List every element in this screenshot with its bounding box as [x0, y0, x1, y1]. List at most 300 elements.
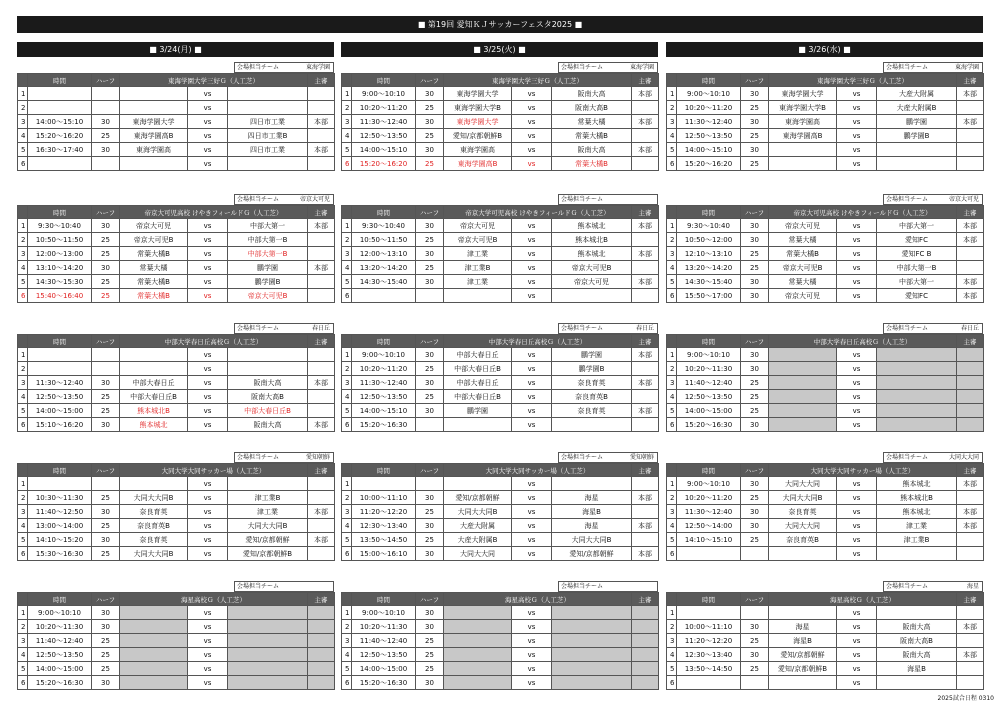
match-row [342, 261, 659, 275]
vs-label: vs [188, 547, 228, 561]
match-row [342, 404, 659, 418]
team-a [120, 157, 188, 171]
schedule-table [17, 592, 335, 690]
match-row [667, 362, 984, 376]
match-time: 11:40～12:40 [677, 376, 741, 390]
match-half: 25 [92, 129, 120, 143]
match-half: 25 [741, 247, 769, 261]
match-row [667, 533, 984, 547]
match-row [18, 634, 335, 648]
match-no: 4 [667, 519, 677, 533]
team-b [228, 348, 308, 362]
match-no: 6 [667, 676, 677, 690]
team-a: 海星 [769, 620, 837, 634]
match-time: 13:20～14:20 [352, 261, 416, 275]
team-a: 奈良育英 [120, 505, 188, 519]
team-a: 帝京大可児B [444, 233, 512, 247]
match-ref: 本部 [632, 519, 659, 533]
header-row [18, 206, 335, 219]
match-no: 4 [342, 261, 352, 275]
team-b: 常葉大橘 [552, 115, 632, 129]
match-ref: 本部 [632, 348, 659, 362]
match-row [667, 143, 984, 157]
match-row [342, 275, 659, 289]
match-ref: 本部 [957, 289, 984, 303]
match-time: 14:00～15:00 [28, 662, 92, 676]
vs-label: vs [837, 404, 877, 418]
match-half: 30 [741, 143, 769, 157]
vs-label: vs [512, 648, 552, 662]
header-ref: 主審 [308, 464, 335, 477]
venue-name: 中部大学春日丘高校Ｇ（人工芝） [769, 335, 957, 348]
match-no: 1 [342, 219, 352, 233]
schedule-table [341, 463, 659, 561]
vs-label: vs [188, 404, 228, 418]
match-row [667, 376, 984, 390]
match-ref [957, 247, 984, 261]
vs-label: vs [837, 634, 877, 648]
match-empty [552, 648, 632, 662]
team-b: 中部大第一 [228, 219, 308, 233]
match-ref: 本部 [632, 115, 659, 129]
match-time: 11:30～12:40 [677, 505, 741, 519]
match-time: 10:30～11:30 [28, 491, 92, 505]
team-b: 愛知/京都朝鮮 [552, 547, 632, 561]
header-no [18, 74, 28, 87]
team-b: 阪南大高B [228, 390, 308, 404]
header-no [667, 464, 677, 477]
team-b: 熊本城北 [877, 477, 957, 491]
header-row [18, 464, 335, 477]
vs-label: vs [837, 533, 877, 547]
match-ref [308, 676, 335, 690]
match-ref: 本部 [957, 519, 984, 533]
match-no: 3 [18, 115, 28, 129]
match-time: 14:00～15:00 [28, 404, 92, 418]
header-half: ハーフ [416, 464, 444, 477]
assign-team-box [234, 581, 334, 592]
match-no: 5 [667, 143, 677, 157]
vs-label: vs [512, 143, 552, 157]
vs-label: vs [512, 533, 552, 547]
team-a: 鵬学園 [444, 404, 512, 418]
match-empty [120, 634, 188, 648]
match-row [342, 533, 659, 547]
venue-name: 中部大学春日丘高校Ｇ（人工芝） [120, 335, 308, 348]
vs-label: vs [837, 620, 877, 634]
assign-label: 会場担当チーム [237, 196, 280, 203]
match-half: 30 [416, 348, 444, 362]
match-empty [228, 620, 308, 634]
match-no: 4 [667, 648, 677, 662]
match-half: 25 [741, 634, 769, 648]
match-half [741, 606, 769, 620]
match-time: 12:50～13:50 [352, 129, 416, 143]
match-empty [769, 404, 837, 418]
header-time: 時間 [352, 206, 416, 219]
header-row [667, 206, 984, 219]
match-ref: 本部 [957, 620, 984, 634]
match-no: 5 [342, 404, 352, 418]
match-no: 1 [18, 606, 28, 620]
match-row [342, 233, 659, 247]
match-no: 3 [342, 505, 352, 519]
match-no: 2 [342, 362, 352, 376]
vs-label: vs [188, 87, 228, 101]
match-time: 14:00～15:00 [352, 662, 416, 676]
match-ref [632, 505, 659, 519]
team-b [877, 606, 957, 620]
match-ref: 本部 [308, 418, 335, 432]
match-ref: 本部 [308, 376, 335, 390]
match-time: 14:30～15:30 [28, 275, 92, 289]
match-half: 30 [416, 606, 444, 620]
match-half: 30 [92, 143, 120, 157]
match-ref [308, 634, 335, 648]
match-half: 25 [416, 261, 444, 275]
team-b [877, 157, 957, 171]
team-b: 阪南大高 [877, 648, 957, 662]
match-ref: 本部 [957, 115, 984, 129]
vs-label: vs [512, 404, 552, 418]
match-row [667, 477, 984, 491]
match-half [416, 418, 444, 432]
match-time: 10:20～11:20 [352, 101, 416, 115]
header-row [342, 335, 659, 348]
assign-team-box [234, 194, 334, 205]
match-row [18, 129, 335, 143]
match-no: 6 [18, 676, 28, 690]
match-half: 25 [92, 247, 120, 261]
match-time: 11:40～12:40 [28, 634, 92, 648]
match-half: 30 [741, 477, 769, 491]
team-a [444, 289, 512, 303]
team-a: 中部大春日丘 [444, 376, 512, 390]
match-ref: 本部 [308, 533, 335, 547]
match-row [667, 606, 984, 620]
match-no: 6 [342, 547, 352, 561]
team-b: 阪南大高 [552, 143, 632, 157]
match-row [667, 219, 984, 233]
match-row [18, 648, 335, 662]
match-empty [444, 634, 512, 648]
team-b [552, 477, 632, 491]
match-row [342, 348, 659, 362]
header-ref: 主審 [632, 335, 659, 348]
match-row [18, 289, 335, 303]
header-time: 時間 [352, 593, 416, 606]
match-ref [632, 362, 659, 376]
team-a: 大同大大同 [444, 547, 512, 561]
team-b: 四日市工業 [228, 115, 308, 129]
vs-label: vs [512, 491, 552, 505]
vs-label: vs [837, 676, 877, 690]
header-ref: 主審 [308, 206, 335, 219]
team-b: 阪南大高B [877, 634, 957, 648]
match-time: 15:30～16:30 [28, 547, 92, 561]
vs-label: vs [512, 620, 552, 634]
match-half: 30 [741, 648, 769, 662]
team-a: 愛知/京都朝鮮B [769, 662, 837, 676]
team-a: 東海学園大学 [120, 115, 188, 129]
match-no: 1 [667, 348, 677, 362]
match-row [667, 505, 984, 519]
day-column [17, 42, 334, 687]
team-a: 愛知/京都朝鮮 [444, 491, 512, 505]
header-no [342, 335, 352, 348]
match-half: 25 [741, 662, 769, 676]
match-half: 30 [92, 115, 120, 129]
match-row [342, 115, 659, 129]
team-a: 常葉大橘B [769, 247, 837, 261]
vs-label: vs [188, 348, 228, 362]
assign-team: 帝京大可児 [948, 196, 979, 203]
team-b [877, 676, 957, 690]
match-empty [552, 676, 632, 690]
header-row [342, 464, 659, 477]
team-a: 大同大大同B [120, 547, 188, 561]
team-b: 中部大第一B [228, 233, 308, 247]
venue-name: 中部大学春日丘高校Ｇ（人工芝） [444, 335, 632, 348]
match-time: 10:20～11:20 [677, 101, 741, 115]
match-ref [308, 129, 335, 143]
match-empty [552, 662, 632, 676]
match-time: 14:00～15:10 [28, 115, 92, 129]
match-time [28, 348, 92, 362]
schedule-table [341, 205, 659, 303]
match-half: 30 [92, 219, 120, 233]
team-a: 常葉大橘B [120, 247, 188, 261]
match-ref [308, 275, 335, 289]
match-half [92, 477, 120, 491]
vs-label: vs [837, 348, 877, 362]
match-no: 1 [342, 477, 352, 491]
match-half: 25 [416, 157, 444, 171]
match-no: 6 [667, 418, 677, 432]
header-half: ハーフ [416, 206, 444, 219]
vs-label: vs [188, 648, 228, 662]
team-b: 帝京大可児 [552, 275, 632, 289]
match-no: 1 [342, 87, 352, 101]
vs-label: vs [837, 662, 877, 676]
team-a: 帝京大可児 [769, 219, 837, 233]
match-no: 6 [667, 157, 677, 171]
match-no: 3 [667, 505, 677, 519]
match-row [667, 418, 984, 432]
schedule-table [17, 73, 335, 171]
match-empty [444, 676, 512, 690]
vs-label: vs [512, 547, 552, 561]
team-a: 東海学園高B [444, 157, 512, 171]
match-row [667, 348, 984, 362]
match-ref [308, 101, 335, 115]
assign-team: 春日丘 [311, 325, 330, 332]
match-empty [552, 620, 632, 634]
match-time: 10:20～11:30 [677, 362, 741, 376]
match-row [342, 547, 659, 561]
team-b: 海星B [877, 662, 957, 676]
venue-name: 帝京大可児高校 けやきフィールドＧ（人工芝） [769, 206, 957, 219]
match-row [667, 289, 984, 303]
match-empty [120, 662, 188, 676]
match-ref [957, 143, 984, 157]
team-a: 東海学園高 [120, 143, 188, 157]
match-no: 5 [667, 404, 677, 418]
match-no: 5 [18, 404, 28, 418]
match-row [667, 233, 984, 247]
match-row [667, 115, 984, 129]
team-b: 中部大第一B [877, 261, 957, 275]
match-half: 30 [416, 247, 444, 261]
team-a: 津工業 [444, 275, 512, 289]
match-empty [120, 606, 188, 620]
match-no: 4 [667, 129, 677, 143]
match-time: 11:30～12:40 [677, 115, 741, 129]
team-b [228, 87, 308, 101]
schedule-table [666, 73, 984, 171]
team-b: 中部大春日丘B [228, 404, 308, 418]
match-row [342, 219, 659, 233]
match-time: 9:30～10:40 [28, 219, 92, 233]
match-row [667, 491, 984, 505]
vs-label: vs [188, 390, 228, 404]
team-b: 熊本城北 [877, 505, 957, 519]
match-row [18, 606, 335, 620]
header-ref: 主審 [308, 593, 335, 606]
vs-label: vs [512, 505, 552, 519]
match-time: 9:00～10:10 [352, 606, 416, 620]
team-a: 中部大春日丘 [120, 376, 188, 390]
team-b: 鵬学園B [552, 362, 632, 376]
vs-label: vs [837, 101, 877, 115]
header-row [18, 335, 335, 348]
header-ref: 主審 [957, 335, 984, 348]
match-time: 14:00～15:10 [677, 143, 741, 157]
match-half: 25 [92, 390, 120, 404]
team-a: 常葉大橘 [120, 261, 188, 275]
team-b [552, 289, 632, 303]
team-a: 愛知/京都朝鮮 [769, 648, 837, 662]
match-row [18, 157, 335, 171]
assign-label: 会場担当チーム [886, 196, 929, 203]
match-half: 25 [741, 129, 769, 143]
match-row [342, 477, 659, 491]
team-b: 大同大大同B [228, 519, 308, 533]
match-time: 15:10～16:20 [28, 418, 92, 432]
match-ref [957, 662, 984, 676]
match-row [18, 143, 335, 157]
match-no: 5 [342, 143, 352, 157]
match-half: 30 [416, 115, 444, 129]
match-half: 30 [416, 519, 444, 533]
match-no: 3 [18, 247, 28, 261]
team-a: 東海学園大学B [769, 101, 837, 115]
match-time: 10:20～11:30 [28, 620, 92, 634]
match-time: 9:00～10:10 [677, 477, 741, 491]
team-a: 帝京大可児 [120, 219, 188, 233]
match-row [342, 247, 659, 261]
match-ref: 本部 [632, 547, 659, 561]
match-no: 3 [18, 634, 28, 648]
match-half: 25 [92, 634, 120, 648]
match-ref: 本部 [632, 219, 659, 233]
match-half: 25 [92, 275, 120, 289]
header-ref: 主審 [308, 335, 335, 348]
match-row [342, 87, 659, 101]
team-b: 大同大大同B [552, 533, 632, 547]
schedule-table [666, 592, 984, 690]
vs-label: vs [837, 219, 877, 233]
vs-label: vs [188, 275, 228, 289]
match-empty [444, 662, 512, 676]
header-half: ハーフ [92, 335, 120, 348]
team-a: 常葉大橘 [769, 233, 837, 247]
match-time: 9:30～10:40 [677, 219, 741, 233]
vs-label: vs [837, 115, 877, 129]
match-time: 13:20～14:20 [677, 261, 741, 275]
team-a: 中部大春日丘B [120, 390, 188, 404]
vs-label: vs [512, 289, 552, 303]
match-half [741, 547, 769, 561]
match-no: 4 [18, 261, 28, 275]
vs-label: vs [512, 115, 552, 129]
team-b: 熊本城北B [877, 491, 957, 505]
match-row [342, 648, 659, 662]
header-row [18, 593, 335, 606]
assign-team: 東海学園 [305, 64, 330, 71]
match-no: 2 [18, 101, 28, 115]
team-a: 帝京大可児 [769, 289, 837, 303]
match-time [28, 362, 92, 376]
team-a: 常葉大橘B [120, 275, 188, 289]
team-b [552, 418, 632, 432]
match-row [342, 143, 659, 157]
vs-label: vs [837, 261, 877, 275]
assign-label: 会場担当チーム [237, 583, 280, 590]
team-b: 津工業 [877, 519, 957, 533]
match-row [342, 376, 659, 390]
assign-team: 東海学園 [629, 64, 654, 71]
match-no: 5 [342, 662, 352, 676]
match-half: 30 [416, 143, 444, 157]
match-row [18, 247, 335, 261]
match-half: 30 [416, 219, 444, 233]
match-row [667, 275, 984, 289]
vs-label: vs [188, 606, 228, 620]
team-b: 中部大第一B [228, 247, 308, 261]
schedule-table [666, 463, 984, 561]
assign-team: 愛知朝鮮 [629, 454, 654, 461]
match-ref [308, 477, 335, 491]
schedule-table [666, 205, 984, 303]
vs-label: vs [188, 491, 228, 505]
venue-name: 東海学園大学三好Ｇ（人工芝） [769, 74, 957, 87]
header-no [667, 335, 677, 348]
match-time: 14:10～15:20 [28, 533, 92, 547]
match-row [342, 390, 659, 404]
match-time [352, 477, 416, 491]
match-no: 4 [342, 648, 352, 662]
match-no: 3 [342, 115, 352, 129]
match-ref: 本部 [308, 143, 335, 157]
header-time: 時間 [352, 335, 416, 348]
match-half: 25 [416, 662, 444, 676]
match-row [342, 662, 659, 676]
match-time: 10:00～11:10 [352, 491, 416, 505]
match-half: 25 [416, 101, 444, 115]
team-b: 愛知FC [877, 233, 957, 247]
match-half: 25 [92, 662, 120, 676]
